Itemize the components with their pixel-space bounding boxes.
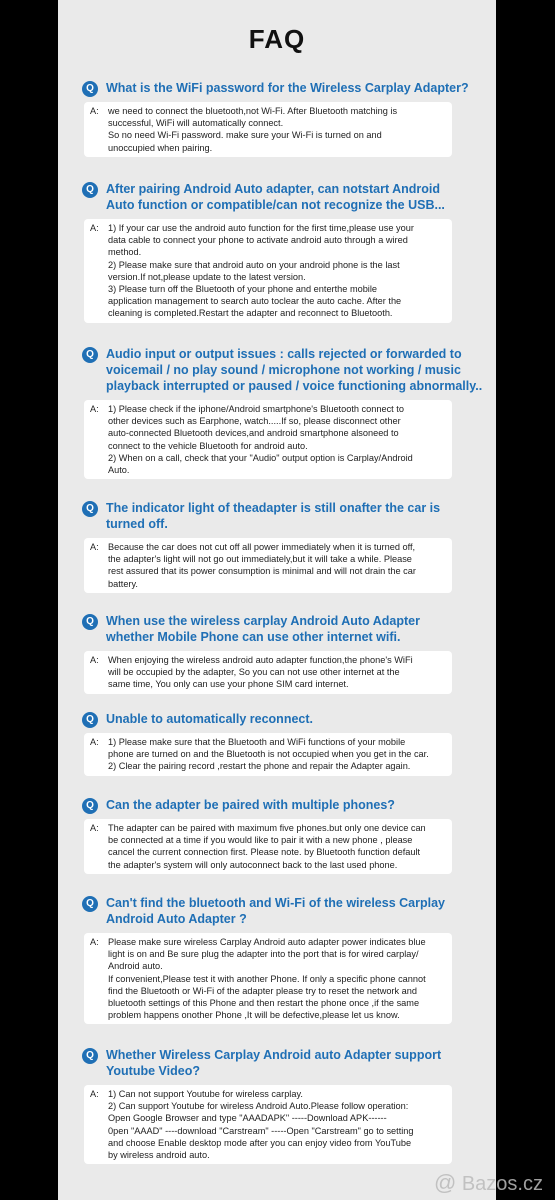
question-line: turned off. [106,517,168,531]
answer-label: A: [90,737,99,747]
answer-label: A: [90,542,99,552]
answer-line: 1) If your car use the android auto function for the first time,please use your [108,223,414,233]
question-line: What is the WiFi password for the Wireless Carplay Adapter? [106,81,469,95]
question-line: Audio input or output issues : calls rejected or forwarded to [106,347,462,361]
faq-item [84,80,474,157]
answer-line: 1) Please check if the iphone/Android smartphone's Bluetooth connect to [108,404,404,414]
answer-line: data cable to connect your phone to activate android auto through a wired [108,235,408,246]
watermark-text: Bazos.cz [461,1173,543,1195]
faq-item [84,711,474,776]
answer-line: same time, You only can use your phone SIM card internet. [108,679,349,690]
answer-line: 2) Can support Youtube for wireless Android Auto.Please follow operation: [108,1101,409,1112]
faq-answer [84,819,452,874]
answer-line: unoccupied when pairing. [108,142,213,153]
answer-line: other devices such as Earphone, watch.....If so, please disconnect other [108,416,401,427]
question-badge-icon: Q [82,798,98,814]
answer-line: auto-connected Bluetooth devices,and android smartphone alsoneed to [108,428,399,439]
question-line: When use the wireless carplay Android Auto Adapter [106,614,420,628]
answer-label: A: [90,223,99,233]
question-line: Auto function or compatible/can not recognize the USB... [106,198,445,212]
answer-line: we need to connect the bluetooth,not Wi-Fi. After Bluetooth matching is [108,106,398,116]
answer-line: Because the car does not cut off all power immediately when it is turned off, [108,542,416,552]
watermark [434,1170,543,1196]
question-line: Can the adapter be paired with multiple phones? [106,798,395,812]
faq-answer [84,400,452,479]
faq-answer [84,933,452,1024]
answer-line: application management to search auto toclear the auto cache. After the [108,296,402,307]
question-line: The indicator light of theadapter is still onafter the car is [106,501,441,515]
faq-item [84,895,474,1024]
question-text [106,613,474,645]
answer-line: will be occupied by the adapter, So you can not use other internet at the [108,667,400,678]
faq-item [84,500,474,593]
answer-label: A: [90,823,99,833]
answer-line: If convenient,Please test it with another Phone. If only a specific phone cannot [108,973,426,984]
faq-item [84,181,474,323]
faq-question [84,80,474,96]
answer-line: and choose Enable desktop mode after you can enjoy video from YouTube [108,1137,412,1148]
answer-line: So no need Wi-Fi password. make sure your Wi-Fi is turned on and [108,130,382,141]
question-text [106,80,474,96]
faq-answer [84,651,452,694]
question-line: Android Auto Adapter ? [106,912,247,926]
question-text [106,895,474,927]
answer-line: When enjoying the wireless android auto adapter function,the phone's WiFi [108,655,413,665]
answer-line: connect to the vehicle Bluetooth for android auto. [108,440,308,451]
answer-line: 2) Clear the pairing record ,restart the phone and repair the Adapter again. [108,761,411,772]
answer-line: problem happens onother Phone ,It will be defective,please let us know. [108,1010,400,1021]
answer-line: the adapter's light will not go out immediately,but it will take a while. Please [108,554,412,565]
faq-question [84,1047,474,1079]
answer-line: Auto. [108,465,130,476]
faq-question [84,797,474,813]
faq-answer [84,102,452,157]
answer-line: rest assured that its power consumption is minimal and will not drain the car [108,566,416,577]
answer-line: the adapter's system will only autoconnect back to the last used phone. [108,859,398,870]
question-badge-icon: Q [82,1048,98,1064]
answer-label: A: [90,655,99,665]
answer-line: 2) When on a call, check that your "Audio" output option is Carplay/Android [108,452,413,463]
answer-line: cleaning is completed.Restart the adapter and reconnect to Bluetooth. [108,308,393,319]
answer-line: 3) Please turn off the Bluetooth of your phone and enterthe mobile [108,284,378,295]
question-text [106,711,474,727]
answer-line: version.If not,please update to the latest version. [108,271,306,282]
question-badge-icon: Q [82,614,98,630]
faq-question [84,346,483,394]
faq-answer [84,733,452,776]
question-badge-icon: Q [82,712,98,728]
watermark-at-icon: @ [433,1170,457,1195]
faq-item [84,613,474,694]
answer-label: A: [90,1089,99,1099]
answer-line: light is on and Be sure plug the adapter into the port that is for wired carplay/ [108,949,419,960]
faq-item [84,797,474,874]
question-line: After pairing Android Auto adapter, can notstart Android [106,182,441,196]
faq-item [84,1047,474,1164]
question-line: Can't find the bluetooth and Wi-Fi of the wireless Carplay [106,896,445,910]
answer-line: battery. [108,578,138,589]
question-text [106,500,474,532]
answer-label: A: [90,106,99,116]
answer-line: phone are turned on and the Bluetooth is not occupied when you get in the car. [108,749,429,760]
question-badge-icon: Q [82,501,98,517]
faq-question [84,500,474,532]
answer-line: successful, WiFi will automatically connect. [108,118,284,129]
question-badge-icon: Q [82,182,98,198]
faq-question [84,181,474,213]
question-text [106,181,474,213]
faq-question [84,711,474,727]
question-text [106,346,483,394]
question-line: voicemail / no play sound / microphone not working / music [106,363,461,377]
answer-line: Android auto. [108,961,163,972]
question-line: Youtube Video? [106,1064,200,1078]
question-line: playback interrupted or paused / voice functioning abnormally.. [106,379,483,393]
question-badge-icon: Q [82,81,98,97]
answer-line: 1) Please make sure that the Bluetooth and WiFi functions of your mobile [108,737,406,747]
answer-line: 1) Can not support Youtube for wireless carplay. [108,1089,303,1099]
answer-line: find the Bluetooth or Wi-Fi of the adapter please try to reset the network and [108,985,417,996]
page-title: FAQ [248,24,306,54]
question-badge-icon: Q [82,347,98,363]
answer-line: be connected at a time if you would like to pair it with a new phone , please [108,835,413,846]
question-line: Whether Wireless Carplay Android auto Adapter support [106,1048,442,1062]
answer-line: The adapter can be paired with maximum five phones.but only one device can [108,823,426,833]
question-badge-icon: Q [82,896,98,912]
answer-line: Please make sure wireless Carplay Android auto adapter power indicates blue [108,937,426,947]
question-line: whether Mobile Phone can use other internet wifi. [106,630,401,644]
answer-label: A: [90,937,99,947]
answer-line: by wireless android auto. [108,1150,210,1161]
faq-item [84,346,483,479]
question-text [106,797,474,813]
answer-label: A: [90,404,99,414]
faq-answer [84,219,452,323]
question-line: Unable to automatically reconnect. [106,712,313,726]
answer-line: Open Google Browser and type "AAADAPK" -----Download APK------ [108,1113,387,1124]
faq-answer [84,1085,452,1164]
answer-line: cancel the current connection first. Please note. by Bluetooth function default [108,847,421,858]
answer-line: bluetooth settings of this Phone and then restart the phone once ,if the same [108,998,420,1009]
answer-line: 2) Please make sure that android auto on your android phone is the last [108,259,400,270]
faq-question [84,613,474,645]
faq-question [84,895,474,927]
faq-answer [84,538,452,593]
answer-line: 0pen "AAAD" ----download "Carstream" -----Open "Carstream" go to setting [108,1125,414,1136]
answer-line: method. [108,247,142,258]
question-text [106,1047,474,1079]
